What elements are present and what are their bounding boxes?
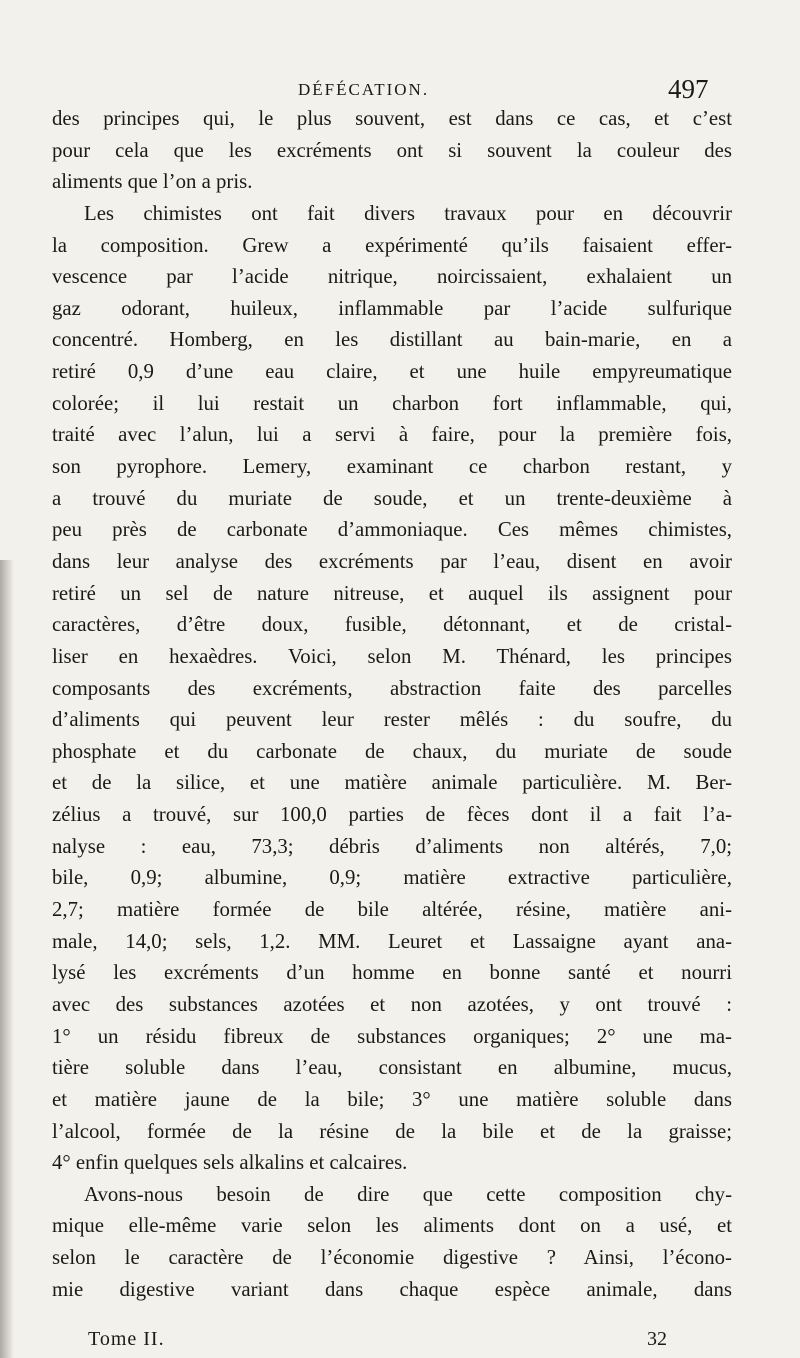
- text-line: l’alcool, formée de la résine de la bile et de la graisse;: [52, 1119, 732, 1143]
- text-line: selon le caractère de l’économie digestive ? Ainsi, l’écono-: [52, 1246, 732, 1270]
- text-line: tière soluble dans l’eau, consistant en albumine, mucus,: [52, 1056, 732, 1080]
- text-line: 2,7; matière formée de bile altérée, résine, matière ani-: [52, 898, 732, 922]
- text-line: 1° un résidu fibreux de substances organiques; 2° une ma-: [52, 1024, 732, 1048]
- page-number: 497: [668, 74, 709, 104]
- page-footer: [0, 1328, 800, 1358]
- text-line: retiré un sel de nature nitreuse, et auquel ils assignent pour: [52, 581, 732, 605]
- body-text: [52, 103, 732, 1305]
- text-line: concentré. Homberg, en les distillant au bain-marie, en a: [52, 328, 732, 352]
- running-title: DÉFÉCATION.: [298, 80, 430, 99]
- text-line: et de la silice, et une matière animale particulière. M. Ber-: [52, 771, 732, 795]
- text-line: traité avec l’alun, lui a servi à faire, pour la première fois,: [52, 423, 732, 447]
- text-line: a trouvé du muriate de soude, et un trente-deuxième à: [52, 486, 732, 510]
- page-edge-shadow: [0, 560, 14, 1358]
- text-line: zélius a trouvé, sur 100,0 parties de fèces dont il a fait l’a-: [52, 803, 732, 827]
- signature-mark: 32: [647, 1328, 667, 1350]
- text-line: mie digestive variant dans chaque espèce animale, dans: [52, 1277, 732, 1301]
- text-line: vescence par l’acide nitrique, noircissaient, exhalaient un: [52, 265, 732, 289]
- text-line: lysé les excréments d’un homme en bonne santé et nourri: [52, 961, 732, 985]
- text-line: peu près de carbonate d’ammoniaque. Ces mêmes chimistes,: [52, 518, 732, 542]
- text-line: pour cela que les excréments ont si souvent la couleur des: [52, 138, 732, 162]
- text-line: liser en hexaèdres. Voici, selon M. Thénard, les principes: [52, 644, 732, 668]
- text-line: dans leur analyse des excréments par l’eau, disent en avoir: [52, 549, 732, 573]
- text-line: et matière jaune de la bile; 3° une matière soluble dans: [52, 1087, 732, 1111]
- text-line: Avons-nous besoin de dire que cette composition chy-: [84, 1182, 732, 1206]
- text-line: mique elle-même varie selon les aliments dont on a usé, et: [52, 1214, 732, 1238]
- text-line: aliments que l’on a pris.: [52, 170, 253, 194]
- text-line: composants des excréments, abstraction faite des parcelles: [52, 676, 732, 700]
- text-line: des principes qui, le plus souvent, est dans ce cas, et c’est: [52, 107, 732, 130]
- text-line: colorée; il lui restait un charbon fort inflammable, qui,: [52, 391, 732, 415]
- text-line: 4° enfin quelques sels alkalins et calcaires.: [52, 1151, 408, 1175]
- text-line: avec des substances azotées et non azotées, y ont trouvé :: [52, 992, 732, 1016]
- text-line: caractères, d’être doux, fusible, détonnant, et de cristal-: [52, 613, 732, 637]
- text-line: la composition. Grew a expérimenté qu’ils faisaient effer-: [52, 233, 732, 257]
- text-line: retiré 0,9 d’une eau claire, et une huile empyreumatique: [52, 360, 732, 384]
- text-line: male, 14,0; sels, 1,2. MM. Leuret et Lassaigne ayant ana-: [52, 929, 732, 953]
- tome-label: Tome II.: [88, 1328, 165, 1350]
- text-line: phosphate et du carbonate de chaux, du muriate de soude: [52, 739, 732, 763]
- text-line: Les chimistes ont fait divers travaux pour en découvrir: [84, 201, 732, 225]
- page-header: [0, 74, 800, 104]
- text-line: bile, 0,9; albumine, 0,9; matière extractive particulière,: [52, 866, 732, 890]
- text-line: son pyrophore. Lemery, examinant ce charbon restant, y: [52, 455, 732, 479]
- text-line: nalyse : eau, 73,3; débris d’aliments non altérés, 7,0;: [52, 834, 732, 858]
- text-line: d’aliments qui peuvent leur rester mêlés : du soufre, du: [52, 708, 732, 732]
- text-line: gaz odorant, huileux, inflammable par l’acide sulfurique: [52, 296, 732, 320]
